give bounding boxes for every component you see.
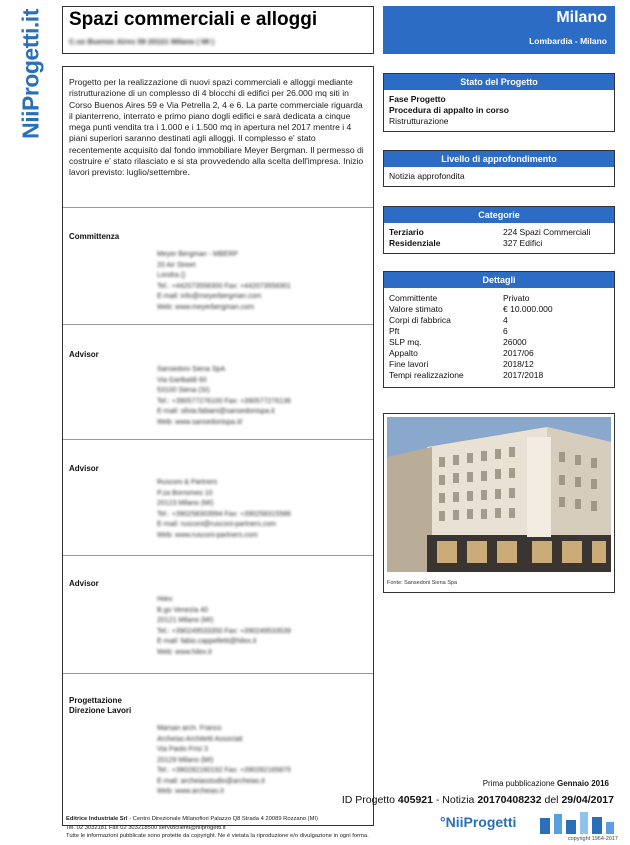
contact-section (63, 207, 373, 311)
brand-logo (440, 810, 620, 842)
city-box (383, 6, 615, 54)
detail-value: 2017/06 (503, 348, 534, 358)
contact-details (157, 724, 291, 798)
contact-role: Advisor (69, 350, 99, 359)
detail-row (389, 348, 609, 359)
contact-line: Tel.: +390577276100 Fax: +390577276136 (157, 397, 291, 405)
category-row (389, 238, 609, 249)
dettagli-body (384, 288, 614, 387)
contact-line: Via Paolo Frisi 3 (157, 746, 208, 753)
detail-value: 2018/12 (503, 359, 534, 369)
detail-key: SLP mq. (389, 337, 422, 347)
stato-procedure: Procedura di appalto in corso (389, 105, 509, 115)
category-name: Residenziale (389, 238, 441, 248)
contact-details (157, 478, 291, 541)
contact-line: Archeias Architetti Associati (157, 735, 243, 743)
contact-details (157, 250, 291, 313)
category-name: Terziario (389, 227, 424, 237)
contact-line: Via Garibaldi 60 (157, 376, 207, 384)
project-address: C.so Buenos Aires 59 20121 Milano ( MI ) (69, 37, 215, 46)
footer-address-line (66, 815, 426, 824)
contact-line: Tel.: +390282160192 Fax: +390282165875 (157, 767, 291, 774)
notizia-id: 20170408232 (477, 794, 542, 806)
contact-line: Web: www.sansedonispa.it/ (157, 418, 243, 426)
contact-line: Meyer Bergman - MBERP (157, 251, 238, 258)
contact-line: 53100 Siena (SI) (157, 387, 210, 394)
footer (66, 815, 426, 841)
detail-row (389, 304, 609, 315)
contact-line: 20129 Milano (MI) (157, 756, 214, 764)
contact-role: Advisor (69, 579, 99, 588)
detail-row (389, 337, 609, 348)
contact-role-line: Direzione Lavori (69, 706, 132, 715)
left-panel (62, 66, 374, 826)
detail-row (389, 370, 609, 381)
footer-contacts: Tel. 02 3032181 Fax 02 303218500 serviziclienti@niiprogetti.it (66, 824, 226, 831)
contact-role: Advisor (69, 464, 99, 473)
contact-line: E-mail: silvia.fabiani@sansedonispa.it (157, 408, 275, 415)
contact-section (63, 673, 373, 795)
livello-body (384, 167, 614, 186)
livello-value: Notizia approfondita (389, 171, 465, 181)
detail-value: 26000 (503, 337, 527, 347)
first-publication (383, 779, 615, 788)
contact-line: E-mail: fabio.cappelletti@hilex.it (157, 638, 257, 645)
project-id-line (342, 794, 614, 806)
detail-row (389, 359, 609, 370)
contact-line: E-mail: info@meyerbergman.com (157, 293, 262, 300)
contact-details (157, 365, 291, 428)
title-box (62, 6, 374, 54)
id-label: ID Progetto (341, 794, 395, 806)
categorie-heading: Categorie (384, 207, 614, 223)
contact-line: Web: www.rusconi-partners.com (157, 531, 258, 539)
detail-key: Pft (389, 326, 400, 336)
contact-section (63, 555, 373, 656)
notizia-date: 29/04/2017 (561, 794, 614, 806)
contact-section (63, 439, 373, 539)
contact-line: Tel.: +390258303994 Fax: +390258315586 (157, 510, 291, 518)
del-label: del (541, 794, 562, 806)
category-value: 224 Spazi Commerciali (503, 227, 591, 237)
categorie-box (383, 206, 615, 254)
contact-line: Web: www.meyerbergman.com (157, 303, 255, 311)
project-id: 405921 (397, 794, 433, 806)
livello-box (383, 150, 615, 187)
logo-text: NiiProgetti.it (17, 9, 44, 139)
city-name: Milano (556, 9, 607, 26)
detail-key: Valore stimato (389, 304, 443, 314)
brand-graphic (540, 812, 616, 834)
brand-copyright: copyright 1964-2017 (567, 836, 618, 842)
contact-line: 20121 Milano (MI) (157, 617, 214, 624)
detail-value: 6 (503, 326, 508, 336)
contact-line: Londra () (157, 272, 186, 279)
contact-line: Tel.: +390249533350 Fax: +390249533539 (157, 627, 291, 635)
footer-company: Editrice Industriale Srl (66, 816, 128, 822)
contact-line: Tel.: +442073558300 Fax: +442073558301 (157, 282, 291, 290)
stato-type: Ristrutturazione (389, 116, 449, 126)
detail-row (389, 293, 609, 304)
brand-name: °NiiProgetti (440, 814, 517, 830)
detail-key: Committente (389, 293, 438, 303)
contact-role (69, 696, 131, 716)
publication-date: Gennaio 2016 (556, 779, 609, 788)
contact-line: Hilex (157, 596, 173, 603)
page-title: Spazi commerciali e alloggi (69, 9, 318, 30)
category-value: 327 Edifici (503, 238, 543, 248)
detail-row (389, 315, 609, 326)
stato-heading: Stato del Progetto (384, 74, 614, 90)
dettagli-box (383, 271, 615, 388)
detail-row (389, 326, 609, 337)
contact-line: 20123 Milano (MI) (157, 500, 214, 507)
stato-body (384, 90, 614, 131)
detail-key: Fine lavori (389, 359, 429, 369)
contact-line: Marsan arch. Franco (157, 725, 222, 732)
stato-phase: Fase Progetto (389, 94, 446, 104)
category-row (389, 227, 609, 238)
detail-value: € 10.000.000 (503, 304, 553, 314)
side-logo (10, 4, 52, 144)
contact-line: B.go Venezia 40 (157, 606, 208, 614)
contact-section (63, 324, 373, 426)
project-description: Progetto per la realizzazione di nuovi spazi commerciali e alloggi mediante ristrutturazione di un complesso di 4 blocchi di edifici per 26.000 mq siti in Corso Buenos Aires 59 e Via Petrella 2, 4 e 6. La parte commerciale riguarda il pianterreno, interrato e primo piano dogli edifici e sarà dedicata a cinque mega punti vendita tra i 1.000 e i 1.500 mq in apertura nel 2017 mentre i 4 piani superiori saranno destinati agli alloggi. Il complesso e' stato recentemente acquisito dal fondo immobiliare Meyer Bergman. Il permesso di costruire e' stato rilasciato e si sta provvedendo alla scelta dell'impresa. Inizio lavori previsto: luglio/settembre. (69, 77, 364, 178)
livello-heading: Livello di approfondimento (384, 151, 614, 167)
contact-line: E-mail: rusconi@rusconi-partners.com (157, 521, 277, 528)
photo-box (383, 413, 615, 593)
dettagli-heading: Dettagli (384, 272, 614, 288)
footer-copyright-note: Tutte le informazioni pubblicate sono protette da copyright. Ne è vietata la riproduzione e/o divulgazione in ogni forma. (66, 833, 369, 839)
photo-caption: Fonte: Sansedoni Siena Spa (387, 580, 458, 586)
region-name: Lombardia - Milano (529, 36, 607, 46)
contact-line: 20 Air Street (157, 261, 196, 269)
contact-details (157, 595, 291, 658)
categorie-body (384, 223, 614, 253)
detail-value: 4 (503, 315, 508, 325)
detail-key: Tempi realizzazione (389, 370, 464, 380)
contact-line: Sansedoni Siena SpA (157, 366, 226, 373)
contact-line: Rusconi & Partners (157, 479, 218, 486)
contact-line: Web: www.archeias.it (157, 788, 224, 795)
stato-progetto-box (383, 73, 615, 132)
footer-address: - Centro Direzionale Milanofiori Palazzo Q8 Strada 4 20089 Rozzano (MI) (127, 816, 318, 822)
detail-value: Privato (503, 293, 530, 303)
detail-value: 2017/2018 (503, 370, 544, 380)
contact-role: Committenza (69, 232, 120, 241)
contact-line: E-mail: archeiasstudio@archeias.it (157, 777, 265, 785)
contact-line: Web: www.hilex.it (157, 648, 212, 656)
building-photo (387, 417, 611, 572)
notizia-label: - Notizia (435, 794, 478, 806)
contact-role-line: Progettazione (69, 696, 122, 705)
contact-line: P.za Borromeo 10 (157, 489, 213, 497)
detail-key: Appalto (389, 348, 418, 358)
detail-key: Corpi di fabbrica (389, 315, 451, 325)
publication-label: Prima pubblicazione (482, 779, 555, 788)
